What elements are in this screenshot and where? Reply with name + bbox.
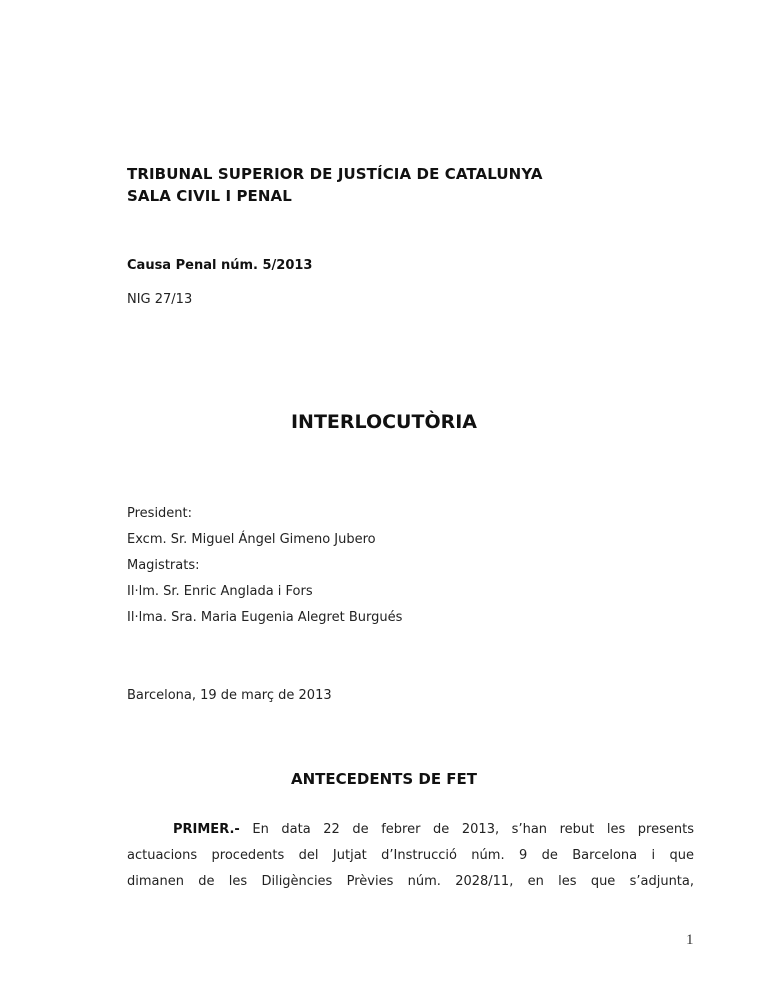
section-heading: ANTECEDENTS DE FET [290, 770, 478, 788]
paragraph-label: PRIMER.- [173, 822, 240, 837]
magistrates-label: Magistrats: [127, 558, 200, 573]
paragraph-line: PRIMER.- En data 22 de febrer de 2013, s’han rebut les presents [173, 822, 694, 837]
paragraph-line: actuacions procedents del Jutjat d’Instrucció núm. 9 de Barcelona i que [127, 848, 694, 863]
magistrate-name: Il·lm. Sr. Enric Anglada i Fors [127, 584, 313, 599]
court-chamber: SALA CIVIL I PENAL [127, 187, 292, 205]
judges-block [127, 501, 402, 631]
paragraph-line: dimanen de les Diligències Prèvies núm. 2028/11, en les que s’adjunta, [127, 874, 694, 889]
page-number: 1 [686, 932, 694, 948]
court-name-block [127, 163, 543, 207]
president-label: President: [127, 506, 193, 521]
court-name: TRIBUNAL SUPERIOR DE JUSTÍCIA DE CATALUNYA [127, 165, 543, 183]
document-title: INTERLOCUTÒRIA [290, 411, 477, 433]
case-number: Causa Penal núm. 5/2013 [127, 258, 313, 273]
paragraph-primer [127, 817, 694, 895]
place-date: Barcelona, 19 de març de 2013 [127, 688, 332, 703]
magistrate-name: Il·lma. Sra. Maria Eugenia Alegret Burgués [127, 610, 403, 625]
nig-number: NIG 27/13 [127, 292, 193, 307]
president-name: Excm. Sr. Miguel Ángel Gimeno Jubero [127, 532, 376, 547]
